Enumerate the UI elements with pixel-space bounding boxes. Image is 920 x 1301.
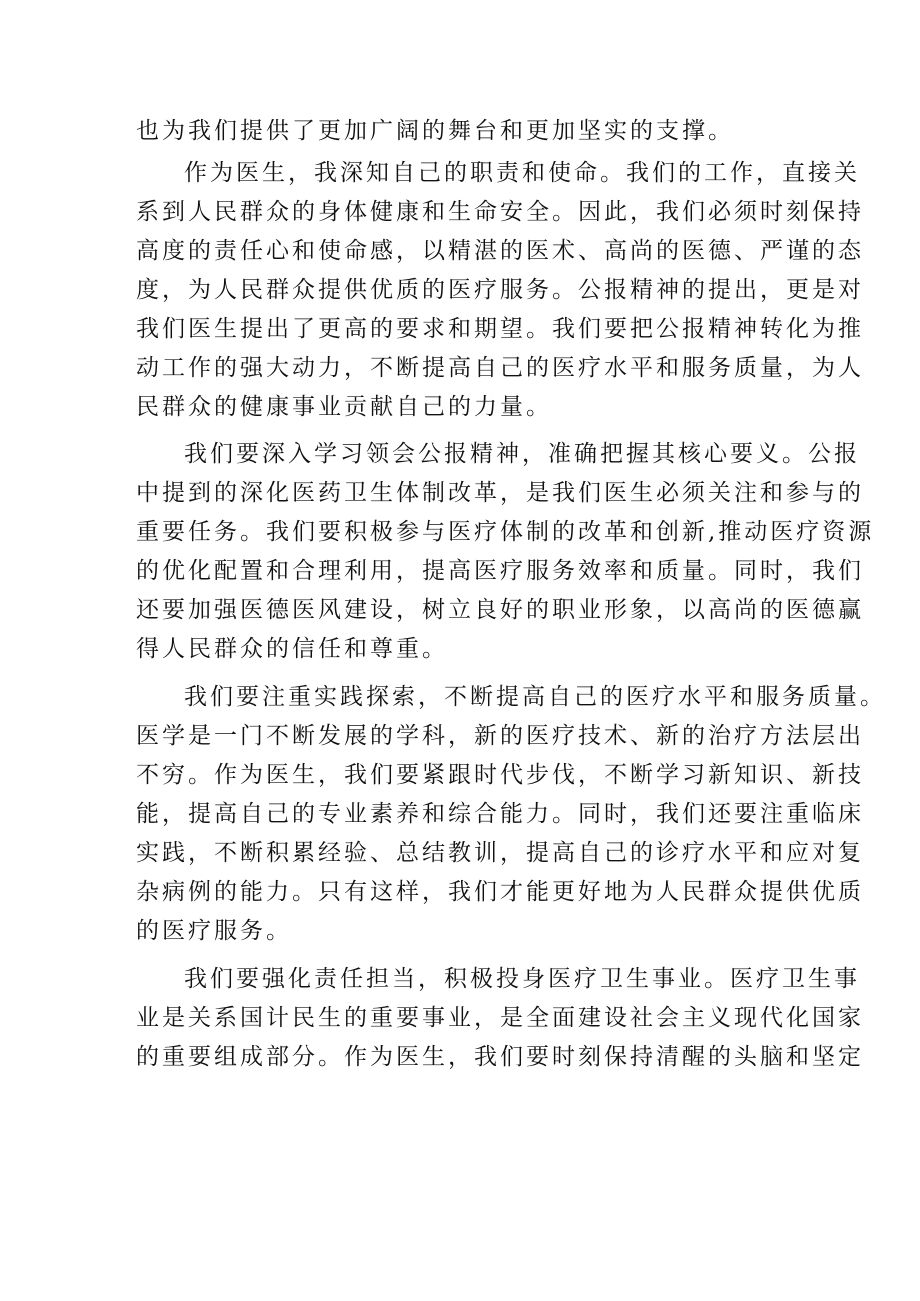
text-line: 度，为人民群众提供优质的医疗服务。公报精神的提出，更是对: [136, 277, 864, 303]
text-line: 我们要强化责任担当，积极投身医疗卫生事业。医疗卫生事: [184, 966, 860, 992]
text-line: 实践，不断积累经验、总结教训，提高自己的诊疗水平和应对复: [136, 840, 864, 866]
text-line: 重要任务。我们要积极参与医疗体制的改革和创新,推动医疗资源: [136, 519, 875, 545]
text-line: 不穷。作为医生，我们要紧跟时代步伐，不断学习新知识、新技: [136, 762, 864, 788]
text-line: 系到人民群众的身体健康和生命安全。因此，我们必须时刻保持: [136, 199, 864, 225]
text-line: 的医疗服务。: [136, 918, 292, 944]
text-line: 我们要深入学习领会公报精神，准确把握其核心要义。公报: [184, 441, 860, 467]
text-line: 的优化配置和合理利用，提高医疗服务效率和质量。同时，我们: [136, 558, 864, 584]
text-line: 我们医生提出了更高的要求和期望。我们要把公报精神转化为推: [136, 316, 864, 342]
text-line: 还要加强医德医风建设，树立良好的职业形象，以高尚的医德赢: [136, 597, 864, 623]
text-line: 能，提高自己的专业素养和综合能力。同时，我们还要注重临床: [136, 801, 864, 827]
text-line: 高度的责任心和使命感，以精湛的医术、高尚的医德、严谨的态: [136, 238, 864, 264]
text-line: 民群众的健康事业贡献自己的力量。: [136, 394, 552, 420]
paragraph: [136, 960, 864, 1077]
text-line: 的重要组成部分。作为医生，我们要时刻保持清醒的头脑和坚定: [136, 1044, 864, 1070]
paragraph: [136, 112, 796, 151]
text-line: 医学是一门不断发展的学科，新的医疗技术、新的治疗方法层出: [136, 723, 864, 749]
paragraph: [136, 154, 864, 427]
paragraph: [136, 435, 875, 669]
paragraph: [136, 678, 886, 951]
text-line: 中提到的深化医药卫生体制改革，是我们医生必须关注和参与的: [136, 480, 864, 506]
text-line: 也为我们提供了更加广阔的舞台和更加坚实的支撑。: [136, 118, 734, 144]
text-line: 我们要注重实践探索，不断提高自己的医疗水平和服务质量。: [184, 684, 886, 710]
document-body: [136, 112, 886, 1077]
text-line: 得人民群众的信任和尊重。: [136, 636, 448, 662]
text-line: 动工作的强大动力，不断提高自己的医疗水平和服务质量，为人: [136, 355, 864, 381]
text-line: 作为医生，我深知自己的职责和使命。我们的工作，直接关: [184, 160, 860, 186]
text-line: 业是关系国计民生的重要事业，是全面建设社会主义现代化国家: [136, 1005, 864, 1031]
text-line: 杂病例的能力。只有这样，我们才能更好地为人民群众提供优质: [136, 879, 864, 905]
